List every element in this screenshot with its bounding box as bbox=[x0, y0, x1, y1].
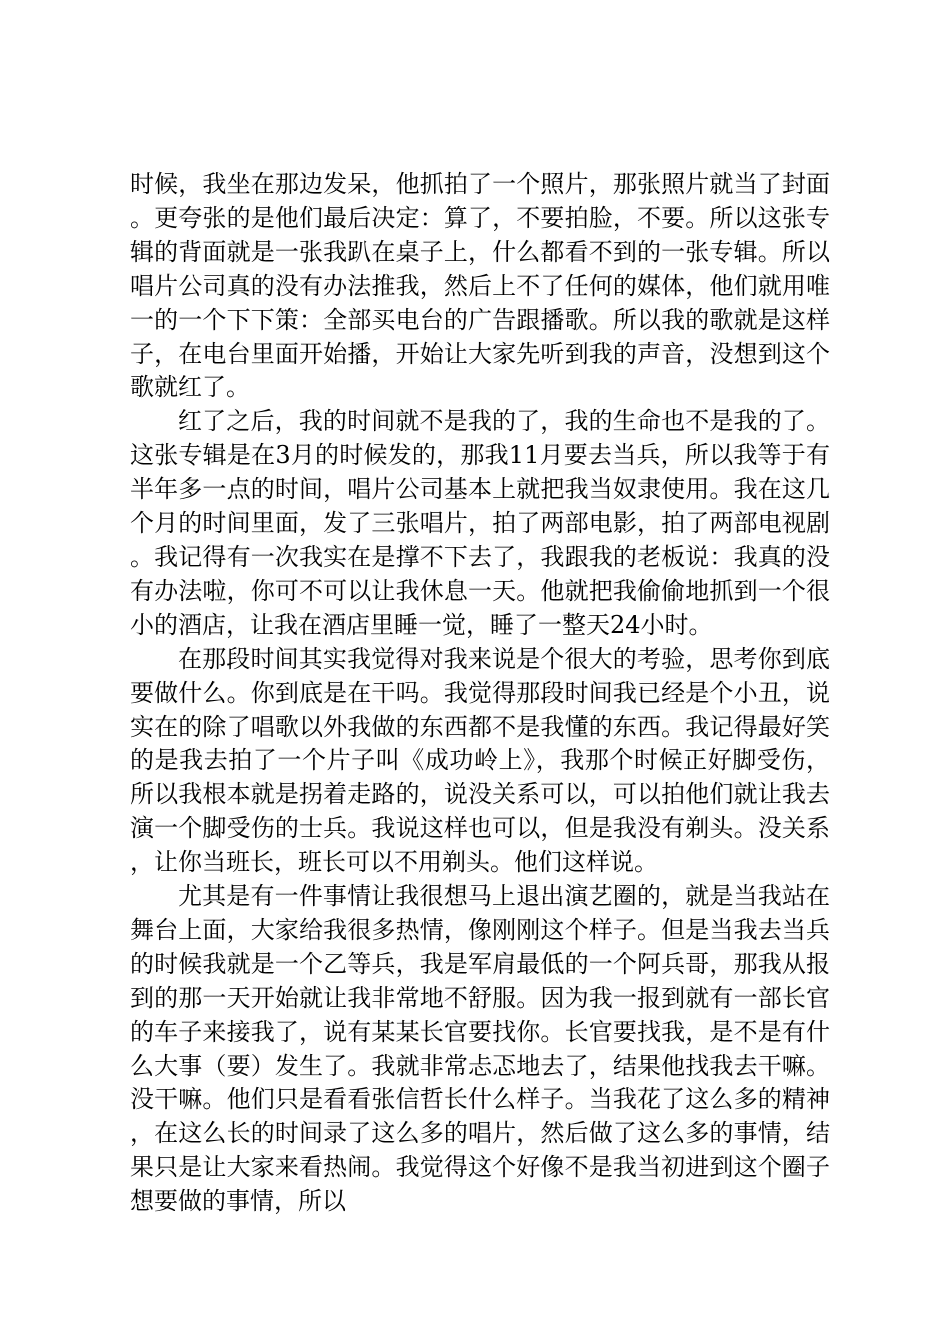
paragraph-4: 尤其是有一件事情让我很想马上退出演艺圈的，就是当我站在舞台上面，大家给我很多热情，像刚刚这个样子。但是当我去当兵的时候我就是一个乙等兵，我是军肩最低的一个阿兵哥，那我从报到的那一天开始就让我非常地不舒服。因为我一报到就有一部长官的车子来接我了，说有某某长官要找你。长官要找我，是不是有什么大事（要）发生了。我就非常忐忑地去了，结果他找我去干嘛。没干嘛。他们只是看看张信哲长什么样子。当我花了这么多的精神，在这么长的时间录了这么多的唱片，然后做了这么多的事情，结果只是让大家来看热闹。我觉得这个好像不是我当初进到这个圈子想要做的事情，所以 bbox=[130, 882, 830, 1216]
body-text bbox=[130, 168, 830, 1219]
paragraph-2: 红了之后，我的时间就不是我的了，我的生命也不是我的了。这张专辑是在3月的时候发的，那我11月要去当兵，所以我等于有半年多一点的时间，唱片公司基本上就把我当奴隶使用。我在这几个月的时间里面，发了三张唱片，拍了两部电影，拍了两部电视剧。我记得有一次我实在是撑不下去了，我跟我的老板说：我真的没有办法啦，你可不可以让我休息一天。他就把我偷偷地抓到一个很小的酒店，让我在酒店里睡一觉，睡了一整天24小时。 bbox=[130, 407, 830, 639]
paragraph-3: 在那段时间其实我觉得对我来说是个很大的考验，思考你到底要做什么。你到底是在干吗。我觉得那段时间我已经是个小丑，说实在的除了唱歌以外我做的东西都不是我懂的东西。我记得最好笑的是我去拍了一个片子叫《成功岭上》，我那个时候正好脚受伤，所以我根本就是拐着走路的，说没关系可以，可以拍他们就让我去演一个脚受伤的士兵。我说这样也可以，但是我没有剃头。没关系，让你当班长，班长可以不用剃头。他们这样说。 bbox=[130, 644, 830, 877]
paragraph-1: 时候，我坐在那边发呆，他抓拍了一个照片，那张照片就当了封面。更夸张的是他们最后决定：算了，不要拍脸，不要。所以这张专辑的背面就是一张我趴在桌子上，什么都看不到的一张专辑。所以唱片公司真的没有办法推我，然后上不了任何的媒体，他们就用唯一的一个下下策：全部买电台的广告跟播歌。所以我的歌就是这样子，在电台里面开始播，开始让大家先听到我的声音，没想到这个歌就红了。 bbox=[130, 170, 830, 402]
